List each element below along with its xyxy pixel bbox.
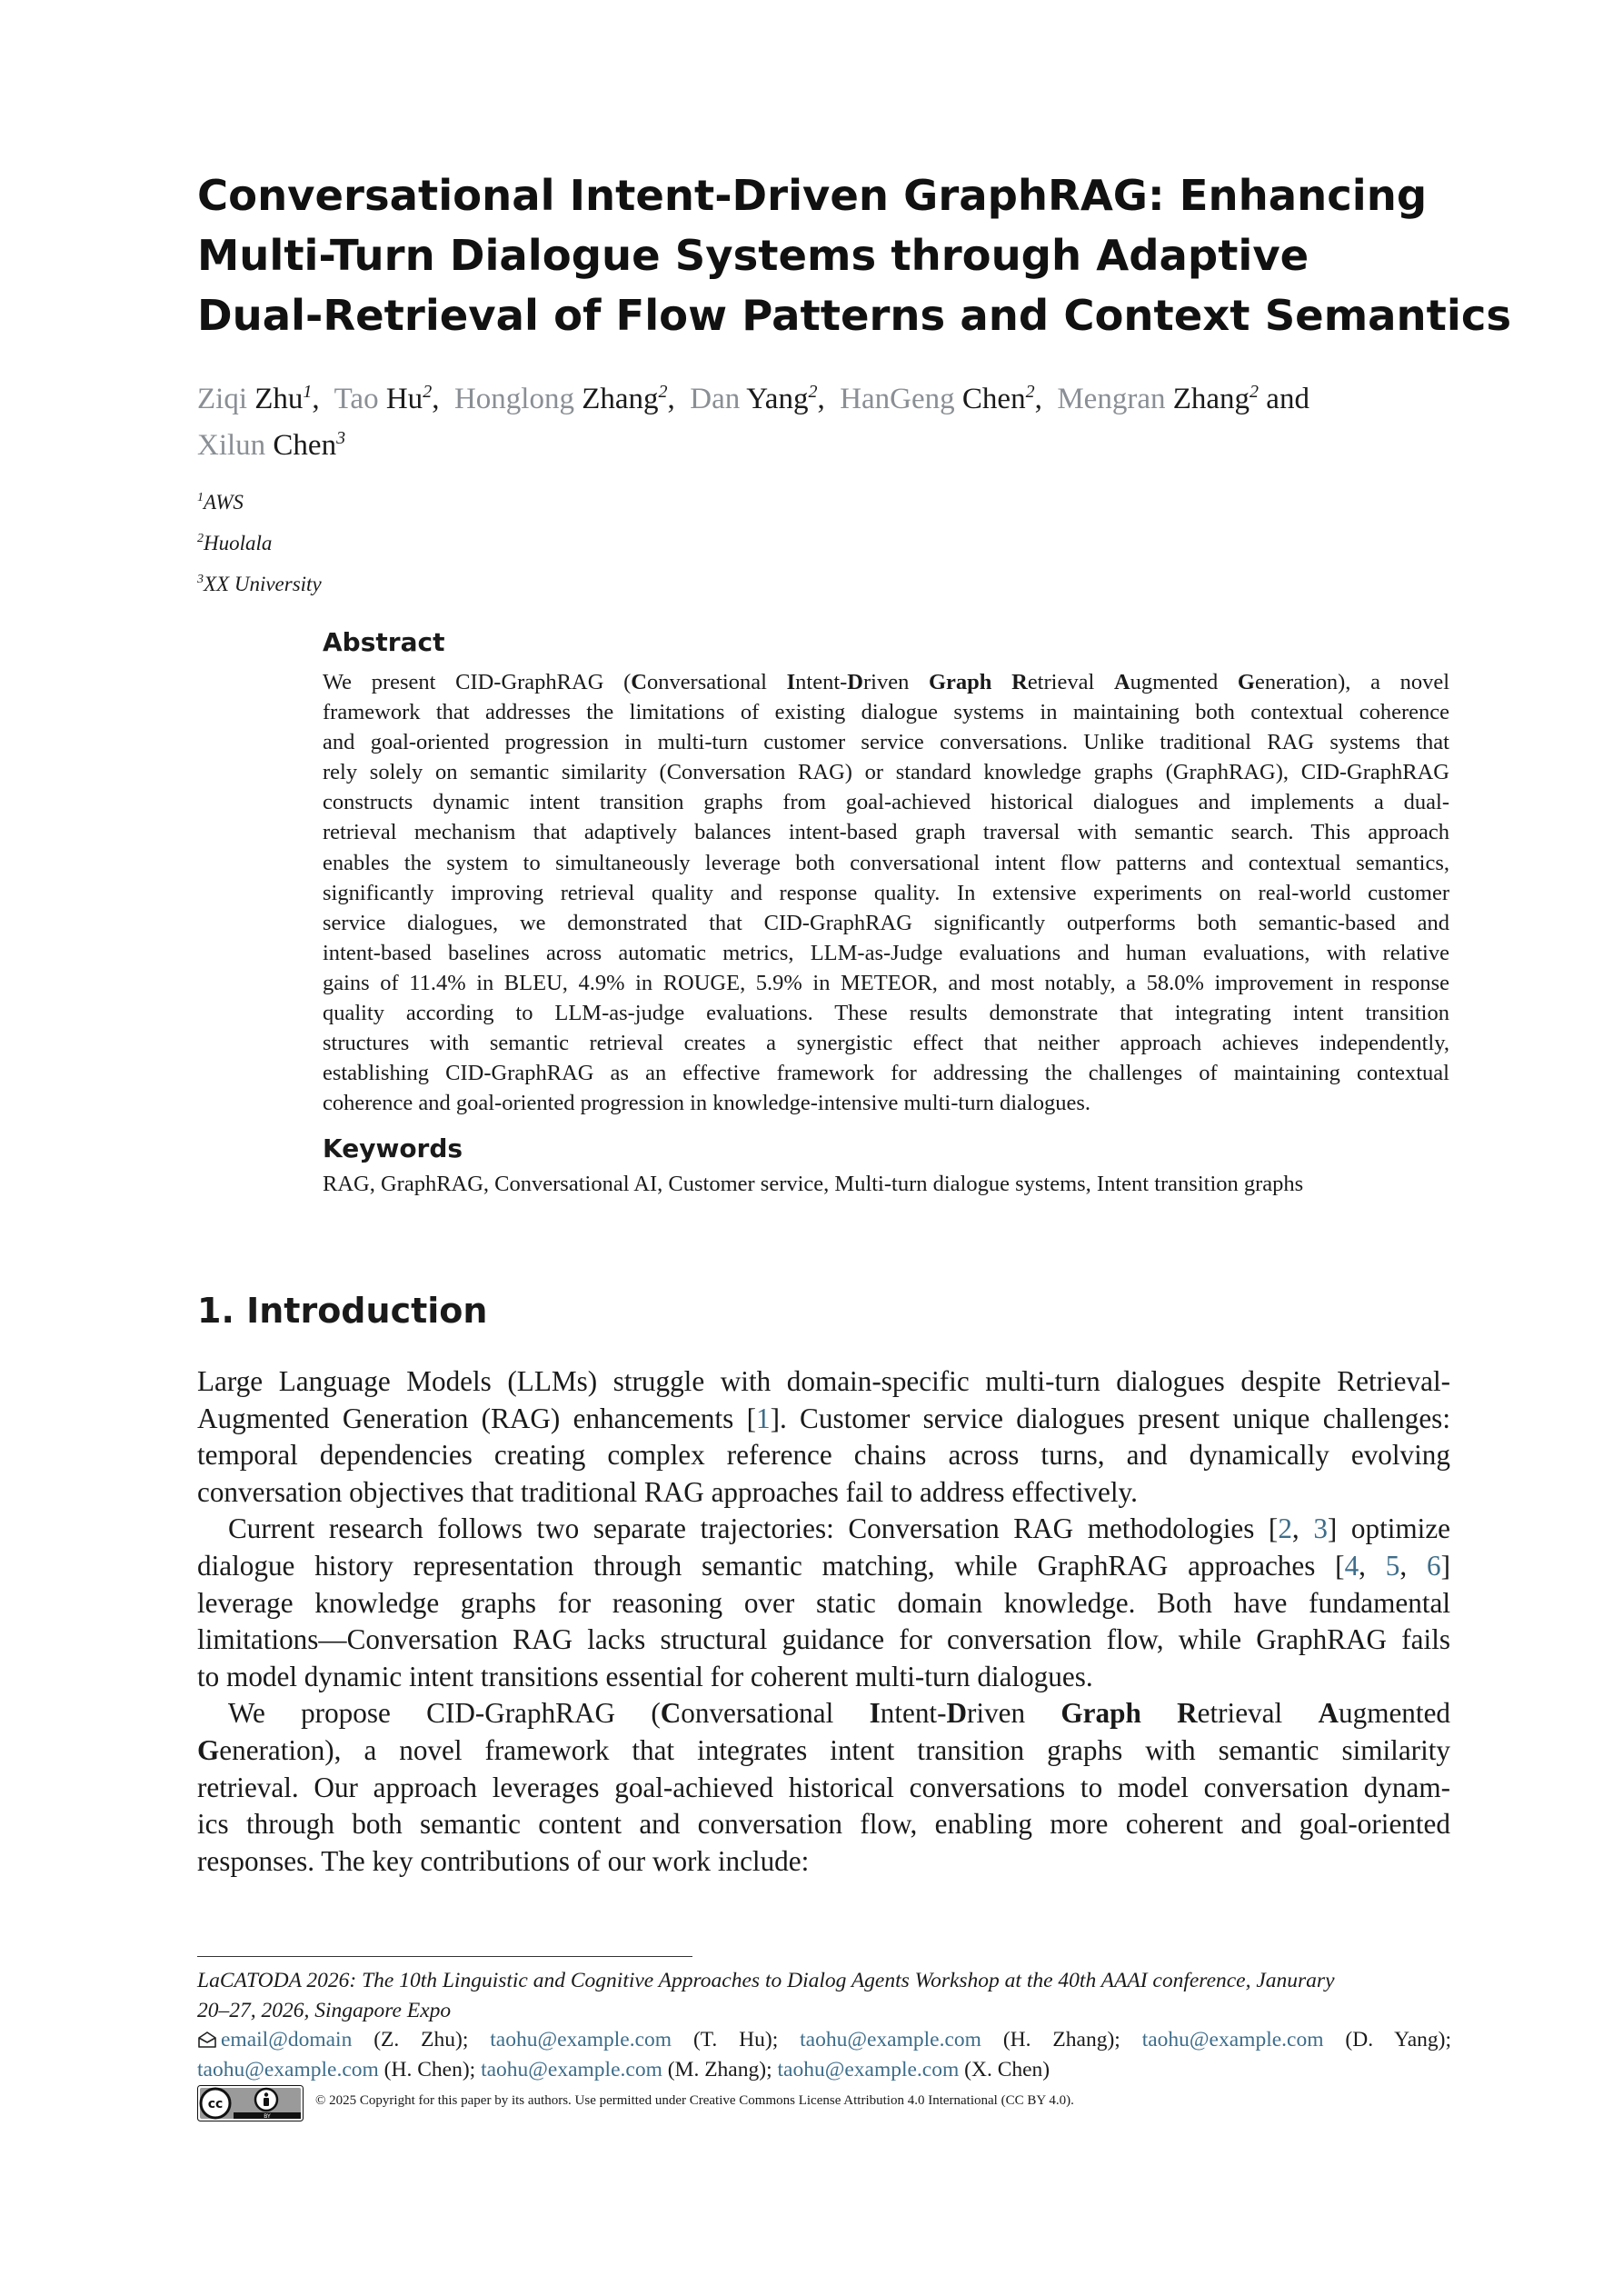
citation-link[interactable]: 3: [1313, 1512, 1328, 1545]
author-family: Yang: [746, 383, 809, 415]
abstract-line: We present CID-GraphRAG (Conversational Intent-Driven Graph Retrieval Augmented Generation), a novel: [323, 670, 1450, 694]
author-given: HanGeng: [840, 383, 955, 415]
affiliation-name: XX University: [204, 573, 322, 595]
envelope-icon: [197, 2031, 217, 2049]
abstract-heading: Abstract: [323, 627, 445, 657]
abstract-line: framework that addresses the limitations of existing dialogue systems in maintaining both contextual coherence: [323, 700, 1449, 725]
author-sup: 3: [336, 428, 346, 448]
affiliation-sup: 2: [197, 532, 204, 545]
affiliation-name: Huolala: [204, 532, 273, 554]
intro-line: ics through both semantic content and conversation flow, enabling more coherent and goal-oriented: [197, 1808, 1450, 1841]
author-given: Ziqi: [197, 383, 247, 415]
author-family: Chen: [961, 383, 1026, 415]
author-sup: 2: [423, 382, 433, 402]
gain-rouge: 4.9%: [578, 970, 625, 995]
author-sup: 2: [808, 382, 818, 402]
author-given: Dan: [690, 383, 741, 415]
title-line-3: Dual-Retrieval of Flow Patterns and Context Semantics: [197, 291, 1512, 340]
author-family: Zhang: [1172, 383, 1250, 415]
affiliation-sup: 1: [197, 491, 204, 504]
abstract-line: enables the system to simultaneously leverage both conversational intent flow patterns and contextual semantics,: [323, 850, 1449, 875]
affiliation-name: AWS: [204, 491, 244, 514]
abstract-line: service dialogues, we demonstrated that CID-GraphRAG significantly outperforms both semantic-based and: [323, 910, 1449, 935]
keywords-list: [323, 1169, 1449, 1199]
author-given: Tao: [334, 383, 379, 415]
author-sup: 2: [1250, 382, 1260, 402]
intro-line: responses. The key contributions of our work include:: [197, 1844, 810, 1877]
citation-link[interactable]: 4: [1344, 1549, 1359, 1582]
abstract-line: establishing CID-GraphRAG as an effective framework for addressing the challenges of maintaining contextual: [323, 1061, 1449, 1086]
footnote-divider: [197, 1956, 692, 1957]
intro-line: conversation objectives that traditional RAG approaches fail to address effectively.: [197, 1475, 1138, 1508]
gain-llm-judge: 58.0%: [1146, 970, 1204, 995]
badge-label: BY: [264, 2113, 271, 2120]
email-line: taohu@example.com (H. Chen); taohu@example.com (M. Zhang); taohu@example.com (X. Chen): [197, 2058, 1050, 2081]
separator: ,: [817, 383, 825, 415]
author-line-2: [197, 419, 1469, 465]
gain-bleu: 11.4%: [409, 970, 466, 995]
gain-meteor: 5.9%: [755, 970, 802, 995]
abstract-line: significantly improving retrieval quality and response quality. In extensive experiments on real-world customer: [323, 880, 1449, 905]
separator: ,: [312, 383, 320, 415]
separator: ,: [667, 383, 675, 415]
abstract-line: and goal-oriented progression in multi-turn customer service conversations. Unlike traditional RAG systems that: [323, 730, 1449, 755]
keywords-text: RAG, GraphRAG, Conversational AI, Customer service, Multi-turn dialogue systems, Intent transition graphs: [323, 1172, 1304, 1196]
intro-line: dialogue history representation through semantic matching, while GraphRAG approaches [4, 5, 6]: [197, 1549, 1450, 1582]
intro-line: We propose CID-GraphRAG (Conversational Intent-Driven Graph Retrieval Augmented: [228, 1697, 1450, 1730]
author-given: Honglong: [453, 383, 574, 415]
venue-footnote: [197, 1966, 1451, 2026]
venue-line: LaCATODA 2026: The 10th Linguistic and Cognitive Approaches to Dialog Agents Workshop at the 40th AAAI conference, Janurary: [197, 1969, 1335, 1992]
author-family: Zhu: [254, 383, 304, 415]
email-link[interactable]: taohu@example.com: [481, 2058, 662, 2081]
author-family: Hu: [385, 383, 423, 415]
email-link[interactable]: taohu@example.com: [197, 2058, 379, 2081]
citation-link[interactable]: 5: [1385, 1549, 1400, 1582]
author-sup: 2: [658, 382, 668, 402]
email-footnote: [197, 2025, 1451, 2085]
section-heading-introduction: 1. Introduction: [197, 1291, 488, 1331]
author-list: [197, 373, 1469, 465]
affiliation-sup: 3: [197, 573, 204, 586]
intro-line: to model dynamic intent transitions essential for coherent multi-turn dialogues.: [197, 1660, 1093, 1692]
email-line: email@domain (Z. Zhu); taohu@example.com (T. Hu); taohu@example.com (H. Zhang); taohu@example.com (D. Yang);: [197, 2025, 1451, 2055]
abstract-line: constructs dynamic intent transition graphs from goal-achieved historical dialogues and implements a dual-: [323, 790, 1449, 815]
author-sup: 1: [303, 382, 313, 402]
email-link[interactable]: taohu@example.com: [490, 2028, 672, 2051]
title-line-2: Multi-Turn Dialogue Systems through Adaptive: [197, 231, 1309, 280]
author-family: Zhang: [582, 383, 659, 415]
citation-link[interactable]: 6: [1427, 1549, 1441, 1582]
intro-line: Generation), a novel framework that integrates intent transition graphs with semantic similarity: [197, 1733, 1450, 1766]
author-and: and: [1266, 383, 1309, 415]
intro-line: Augmented Generation (RAG) enhancements [1]. Customer service dialogues present unique challenges:: [197, 1402, 1450, 1434]
author-family: Chen: [273, 429, 337, 462]
abstract-line: structures with semantic retrieval creates a synergistic effect that neither approach achieves independently,: [323, 1031, 1449, 1056]
author-sup: 2: [1025, 382, 1035, 402]
abstract-body: [323, 667, 1449, 1118]
abstract-line: quality according to LLM-as-judge evaluations. These results demonstrate that integrating intent transition: [323, 1001, 1449, 1026]
title-line-1: Conversational Intent-Driven GraphRAG: Enhancing: [197, 171, 1428, 220]
abstract-line: retrieval mechanism that adaptively balances intent-based graph traversal with semantic search. This approach: [323, 820, 1449, 845]
introduction-body: [197, 1363, 1450, 1880]
paper-title: [197, 165, 1512, 345]
affiliation: [197, 521, 322, 562]
intro-line: Large Language Models (LLMs) struggle with domain-specific multi-turn dialogues despite Retrieval-: [197, 1365, 1450, 1397]
citation-link[interactable]: 1: [755, 1402, 771, 1434]
intro-line: limitations—Conversation RAG lacks structural guidance for conversation flow, while GraphRAG fails: [197, 1623, 1450, 1656]
author-line-1: [197, 373, 1469, 419]
email-link[interactable]: taohu@example.com: [800, 2028, 981, 2051]
cc-by-license-icon: [197, 2085, 304, 2121]
separator: ,: [432, 383, 440, 415]
email-link[interactable]: email@domain: [221, 2028, 353, 2051]
abstract-line: intent-based baselines across automatic metrics, LLM-as-Judge evaluations and human evaluations, with relative: [323, 940, 1449, 965]
email-link[interactable]: taohu@example.com: [777, 2058, 960, 2081]
author-given: Xilun: [197, 429, 266, 462]
affiliation-list: [197, 480, 322, 603]
abstract-line: rely solely on semantic similarity (Conversation RAG) or standard knowledge graphs (GraphRAG), CID-GraphRAG: [323, 760, 1449, 785]
author-given: Mengran: [1057, 383, 1166, 415]
svg-text:cc: cc: [207, 2097, 224, 2111]
intro-line: retrieval. Our approach leverages goal-achieved historical conversations to model conversation dynam-: [197, 1771, 1450, 1803]
citation-link[interactable]: 2: [1278, 1512, 1292, 1545]
abstract-line: gains of 11.4% in BLEU, 4.9% in ROUGE, 5.9% in METEOR, and most notably, a 58.0% improvement in response: [323, 970, 1449, 995]
email-link[interactable]: taohu@example.com: [1141, 2028, 1324, 2051]
intro-line: Current research follows two separate trajectories: Conversation RAG methodologies [2, 3] optimize: [228, 1512, 1451, 1545]
intro-line: temporal dependencies creating complex reference chains across turns, and dynamically evolving: [197, 1439, 1450, 1472]
affiliation: [197, 480, 322, 521]
intro-line: leverage knowledge graphs for reasoning over static domain knowledge. Both have fundamental: [197, 1586, 1450, 1619]
affiliation: [197, 562, 322, 603]
copyright-notice: © 2025 Copyright for this paper by its authors. Use permitted under Creative Commons License Attribution 4.0 International (CC BY 4.0).: [315, 2093, 1074, 2108]
venue-line: 20–27, 2026, Singapore Expo: [197, 1999, 452, 2022]
separator: ,: [1034, 383, 1042, 415]
abstract-line: coherence and goal-oriented progression in knowledge-intensive multi-turn dialogues.: [323, 1091, 1090, 1116]
keywords-heading: Keywords: [323, 1133, 463, 1163]
